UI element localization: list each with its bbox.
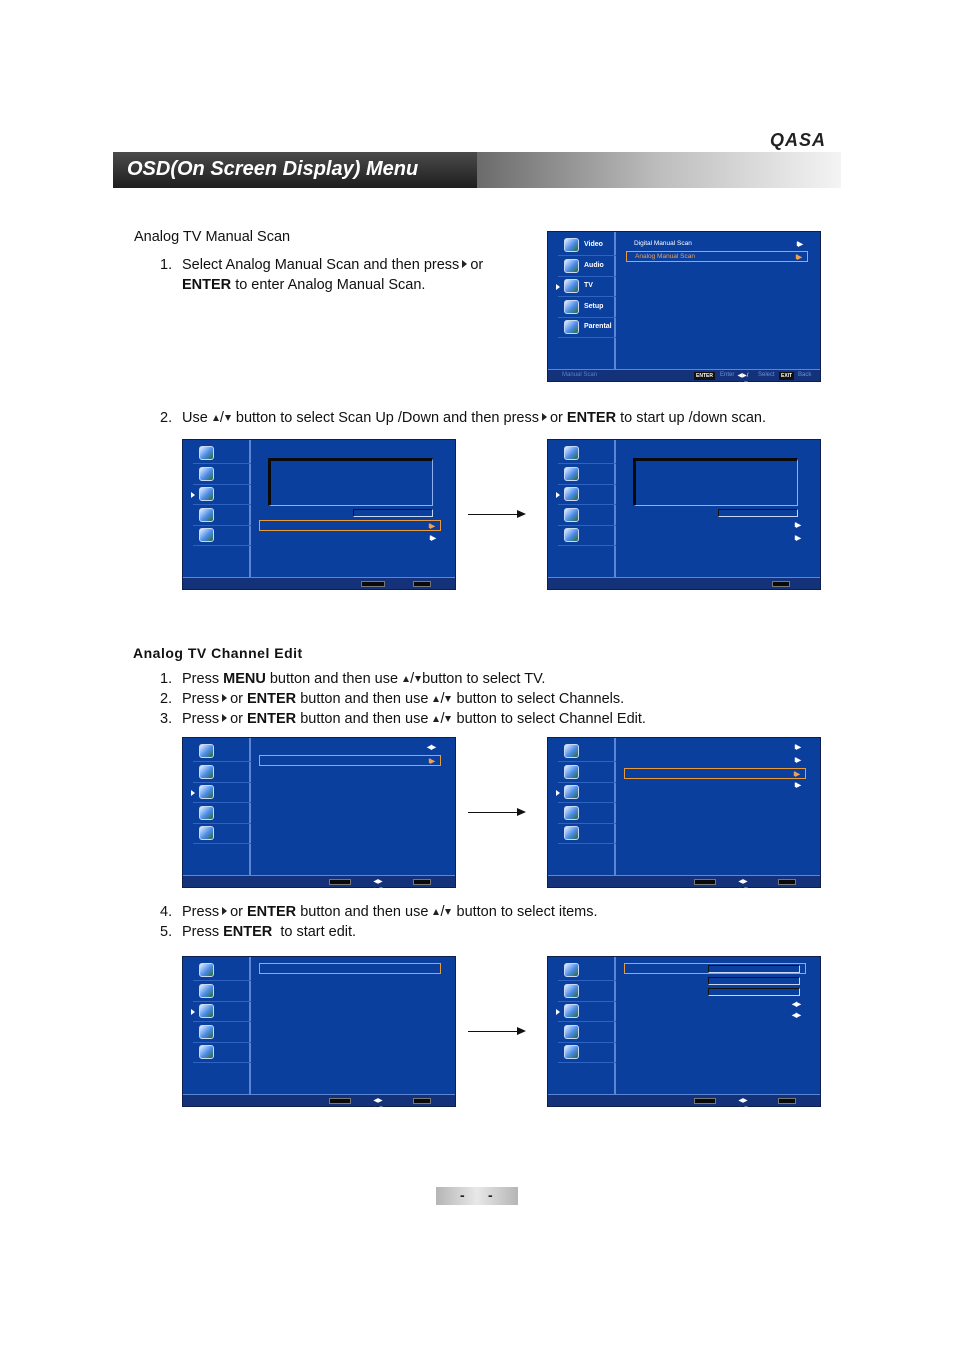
down-arrow-icon [415,676,421,682]
osd-menu-parental[interactable] [558,1043,616,1063]
video-icon [564,744,579,758]
osd-screen-tv-menu [182,737,456,893]
parental-icon [199,528,214,542]
parental-icon [564,528,579,542]
down-arrow-icon [445,716,451,722]
down-arrow-icon [225,415,231,421]
manual-scan-step-1-cont [182,275,425,295]
manual-scan-heading: Analog TV Manual Scan [134,229,291,245]
osd-menu-audio[interactable] [558,465,616,485]
osd-menu-video[interactable] [558,444,616,464]
osd-row-channel-edit[interactable]: II▶ [624,768,806,779]
osd-menu-parental[interactable] [193,824,251,844]
audio-icon [564,765,579,779]
nav-arrows-icon: ◀▶/▲▼ [737,373,749,387]
osd-sidebar [548,957,616,1096]
osd-menu-setup[interactable] [193,804,251,824]
step-text: or [549,410,563,426]
osd-menu-tv[interactable] [558,485,616,505]
footer-title: Manual Scan [562,372,598,378]
right-arrow-icon [222,694,227,702]
down-arrow-icon [445,909,451,915]
enter-key: ENTER [696,373,713,379]
osd-menu-parental[interactable] [558,526,616,546]
osd-screen-manual-scan [547,231,821,387]
edit-field-input[interactable] [708,988,800,996]
osd-footer [183,1094,455,1112]
setup-icon [564,806,579,820]
exit-key [778,1098,796,1104]
osd-screen-channel-edit-detail [547,956,821,1112]
up-arrow-icon [433,696,439,702]
osd-menu-tv[interactable] [193,485,251,505]
parental-icon [564,826,579,840]
nav-arrows-icon: ◀▶ ▲▼ [737,879,749,893]
osd-row-scan-down[interactable]: II▶ [429,535,435,542]
audio-icon [564,467,579,481]
down-arrow-icon [445,696,451,702]
video-icon [564,963,579,977]
exit-key: EXIT [781,373,793,379]
video-icon [564,446,579,460]
step-text: to enter Analog Manual Scan. [235,277,426,293]
osd-menu-audio[interactable] [558,982,616,1002]
exit-key [413,879,431,885]
osd-menu-audio[interactable] [558,763,616,783]
osd-row[interactable]: ◀▶ [427,744,435,751]
osd-menu-setup[interactable] [193,1023,251,1043]
setup-icon [564,300,579,314]
enter-key-label: ENTER [566,410,617,426]
osd-menu-video[interactable] [558,742,616,762]
parental-icon [564,320,579,334]
enter-label: Enter [720,372,735,378]
osd-footer [548,1094,820,1112]
setup-icon [199,806,214,820]
parental-icon [199,1045,214,1059]
enter-key-label: ENTER [182,277,232,293]
osd-menu-parental[interactable] [558,824,616,844]
osd-screen-scan-before [182,439,456,590]
osd-menu-video[interactable] [193,444,251,464]
osd-menu-video[interactable] [193,961,251,981]
video-icon [199,963,214,977]
audio-icon [199,765,214,779]
osd-row-digital-manual-scan[interactable]: Digital Manual Scan II▶ [634,240,802,248]
osd-menu-setup[interactable] [193,506,251,526]
audio-icon [564,259,579,273]
nav-arrows-icon: ◀▶ ▲▼ [372,1098,384,1112]
osd-menu-parental[interactable]: Parental [558,318,616,338]
arrow-icon [468,812,524,813]
channel-edit-step-5: 5. Press ENTER to start edit. [160,924,357,940]
up-arrow-icon [213,415,219,421]
parental-icon [564,1045,579,1059]
osd-menu-video[interactable]: Video [558,236,616,256]
up-arrow-icon [433,716,439,722]
channel-edit-step-4: 4. Press or ENTER button and then use / button to select items. [160,904,598,920]
tv-icon [564,785,579,799]
enter-key [361,581,385,587]
arrow-icon [468,1031,524,1032]
osd-menu-video[interactable] [193,742,251,762]
osd-footer [548,369,820,387]
tv-icon [564,1004,579,1018]
menu-key-label: MENU [223,671,266,687]
osd-row[interactable]: II▶ [794,757,800,764]
back-label: Back [798,372,812,378]
page-title: OSD(On Screen Display) Menu [113,152,477,188]
setup-icon [564,1025,579,1039]
step-number: 2. [160,410,173,426]
nav-arrows-icon: ◀▶ ▲▼ [372,879,384,893]
osd-row-channel-item[interactable] [259,963,441,974]
step-number: 1. [160,257,173,273]
osd-sidebar [183,957,251,1096]
right-arrow-icon [222,714,227,722]
osd-menu-tv[interactable] [558,783,616,803]
osd-footer [548,875,820,893]
exit-key [772,581,790,587]
osd-row[interactable]: ◀▶ [792,1001,800,1008]
osd-menu-setup[interactable]: Setup [558,298,616,318]
channel-edit-step-3: 3. Press or ENTER button and then use / button to select Channel Edit. [160,711,646,727]
scan-progress-bar [718,509,798,517]
video-icon [199,446,214,460]
arrow-icon [468,514,524,515]
osd-menu-tv[interactable] [193,783,251,803]
osd-menu-audio[interactable] [193,465,251,485]
enter-key [329,1098,351,1104]
step-text: or [470,257,484,273]
enter-key [694,879,716,885]
osd-menu-audio[interactable] [193,982,251,1002]
osd-row-scan-down[interactable]: II▶ [794,535,800,542]
up-arrow-icon [403,676,409,682]
step-text: button to select Scan Up /Down and then press [235,410,539,426]
osd-menu-setup[interactable] [558,1023,616,1043]
osd-menu-tv[interactable]: TV [558,277,616,297]
right-arrow-icon [542,413,547,421]
osd-footer [183,875,455,893]
osd-menu-tv[interactable] [558,1002,616,1022]
osd-footer [183,577,455,589]
right-arrow-icon [222,907,227,915]
osd-row-analog-manual-scan[interactable]: Analog Manual Scan II▶ [626,251,808,262]
setup-icon [199,1025,214,1039]
right-arrow-icon [462,260,467,268]
parental-icon [199,826,214,840]
exit-key [413,581,431,587]
step-text: Select Analog Manual Scan and then press [182,257,460,273]
osd-sidebar [183,738,251,877]
channel-edit-step-1: 1. Press MENU button and then use / button to select TV. [160,671,546,687]
page-number-left: - [460,1187,465,1203]
step-text: Use [182,410,208,426]
osd-row-scan-up[interactable]: II▶ [794,522,800,529]
video-icon [564,238,579,252]
step-text: to start up /down scan. [620,410,766,426]
tv-icon [199,1004,214,1018]
select-label: Select [758,372,775,378]
brand-logo: QASA [770,130,827,150]
channel-edit-heading: Analog TV Channel Edit [133,645,303,661]
osd-row[interactable]: ◀▶ [792,1012,800,1019]
osd-sidebar [183,440,251,579]
scan-progress-bar [353,509,433,517]
osd-footer [548,577,820,589]
setup-icon [564,508,579,522]
exit-key [778,879,796,885]
tv-icon [199,487,214,501]
osd-sidebar [548,232,616,371]
scan-info-box [633,458,798,506]
osd-sidebar [548,738,616,877]
edit-field-input[interactable] [708,977,800,985]
osd-sidebar [548,440,616,579]
setup-icon [199,508,214,522]
osd-menu-video[interactable] [558,961,616,981]
enter-key [694,1098,716,1104]
channel-edit-step-2: 2. Press or ENTER button and then use / button to select Channels. [160,691,625,707]
osd-menu-setup[interactable] [558,506,616,526]
up-arrow-icon [433,909,439,915]
page-number-bar [436,1187,518,1205]
osd-menu-audio[interactable]: Audio [558,257,616,277]
edit-field-input[interactable] [708,965,800,973]
tv-icon [199,785,214,799]
audio-icon [199,467,214,481]
enter-key [329,879,351,885]
osd-row-scan-up[interactable]: II▶ [259,520,441,531]
osd-menu-parental[interactable] [193,1043,251,1063]
exit-key [413,1098,431,1104]
osd-screen-channel-edit-list [182,956,456,1112]
osd-screen-channels-menu [547,737,821,893]
manual-scan-step-2: 2. Use / button to select Scan Up /Down and then press or ENTER to start up /down scan. [160,410,766,426]
manual-scan-step-1 [160,255,483,275]
page-number-right: - [488,1187,493,1203]
nav-arrows-icon: ◀▶ ▲▼ [737,1098,749,1112]
osd-menu-parental[interactable] [193,526,251,546]
audio-icon [199,984,214,998]
tv-icon [564,487,579,501]
osd-menu-setup[interactable] [558,804,616,824]
osd-screen-scan-after [547,439,821,590]
osd-menu-tv[interactable] [193,1002,251,1022]
osd-menu-audio[interactable] [193,763,251,783]
osd-row-channels[interactable]: II▶ [259,755,441,766]
tv-icon [564,279,579,293]
scan-info-box [268,458,433,506]
osd-row[interactable]: II▶ [794,782,800,789]
audio-icon [564,984,579,998]
video-icon [199,744,214,758]
osd-row[interactable]: II▶ [794,744,800,751]
